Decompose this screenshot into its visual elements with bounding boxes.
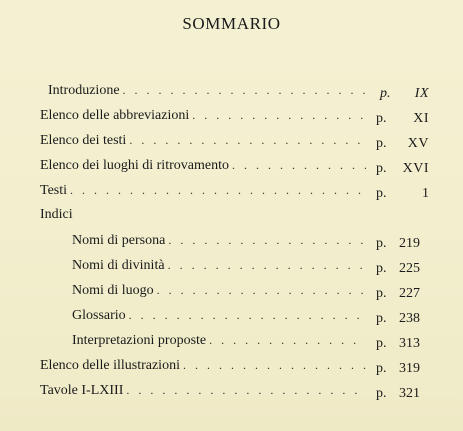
toc-entry-label: Elenco dei testi (40, 133, 127, 148)
leader-dots (168, 233, 366, 248)
toc-entry-indici (40, 207, 240, 227)
toc-page-number: XV (407, 136, 429, 151)
page-title: SOMMARIO (182, 14, 281, 33)
toc-entry-label: Glossario (72, 308, 126, 323)
toc-entry-glossario (72, 308, 366, 328)
leader-dots (209, 333, 366, 348)
leader-dots (232, 158, 366, 173)
toc-page-prefix: p. (376, 336, 387, 351)
toc-entry-testi-elenco (40, 133, 366, 153)
toc-page-number: XI (413, 111, 429, 126)
toc-entry-illustrazioni (40, 358, 366, 378)
toc-page-prefix: p. (376, 111, 387, 126)
toc-entry-nomi-divinita (72, 258, 366, 278)
toc-page-number: 321 (399, 386, 420, 401)
toc-page-prefix: p. (380, 86, 391, 101)
toc-entry-tavole (40, 383, 366, 403)
toc-entry-label: Elenco delle illustrazioni (40, 358, 180, 373)
toc-entry-label: Introduzione (48, 83, 120, 98)
toc-page-prefix: p. (376, 286, 387, 301)
leader-dots (157, 283, 366, 298)
toc-entry-label: Indici (40, 207, 73, 222)
leader-dots (129, 308, 366, 323)
toc-entry-nomi-persona (72, 233, 366, 253)
toc-page-prefix: p. (376, 236, 387, 251)
toc-entry-label: Tavole I-LXIII (40, 383, 124, 398)
toc-entry-nomi-luogo (72, 283, 366, 303)
toc-entry-label: Interpretazioni proposte (72, 333, 207, 348)
toc-page-number: 219 (399, 236, 420, 251)
toc-page-prefix: p. (376, 186, 387, 201)
toc-page-prefix: p. (376, 161, 387, 176)
leader-dots (168, 258, 366, 273)
toc-entry-label: Nomi di divinità (72, 258, 165, 273)
toc-page-number: 225 (399, 261, 420, 276)
toc-page-prefix: p. (376, 136, 387, 151)
toc-page-prefix: p. (376, 261, 387, 276)
toc-entry-label: Nomi di persona (72, 233, 166, 248)
toc-entry-abbreviazioni (40, 108, 366, 128)
leader-dots (129, 133, 366, 148)
toc-entry-label: Nomi di luogo (72, 283, 154, 298)
toc-page-number: IX (414, 86, 429, 101)
leader-dots (70, 183, 366, 198)
toc-page-prefix: p. (376, 386, 387, 401)
toc-entry-interpretazioni (72, 333, 366, 353)
toc-entry-luoghi (40, 158, 366, 178)
toc-entry-testi (40, 183, 366, 203)
leader-dots (192, 108, 366, 123)
toc-page-number: 1 (422, 186, 429, 201)
toc-entry-label: Elenco delle abbreviazioni (40, 108, 190, 123)
leader-dots (126, 383, 366, 398)
leader-dots (123, 83, 366, 98)
toc-entry-label: Testi (40, 183, 68, 198)
toc-page-number: 238 (399, 311, 420, 326)
toc-page-prefix: p. (376, 311, 387, 326)
toc-entry-introduzione (48, 83, 366, 103)
toc-page-number: 319 (399, 361, 420, 376)
toc-page-number: 313 (399, 336, 420, 351)
toc-page-number: 227 (399, 286, 420, 301)
leader-dots (183, 358, 366, 373)
toc-entry-label: Elenco dei luoghi di ritrovamento (40, 158, 229, 173)
toc-page-prefix: p. (376, 361, 387, 376)
toc-page-number: XVI (402, 161, 429, 176)
